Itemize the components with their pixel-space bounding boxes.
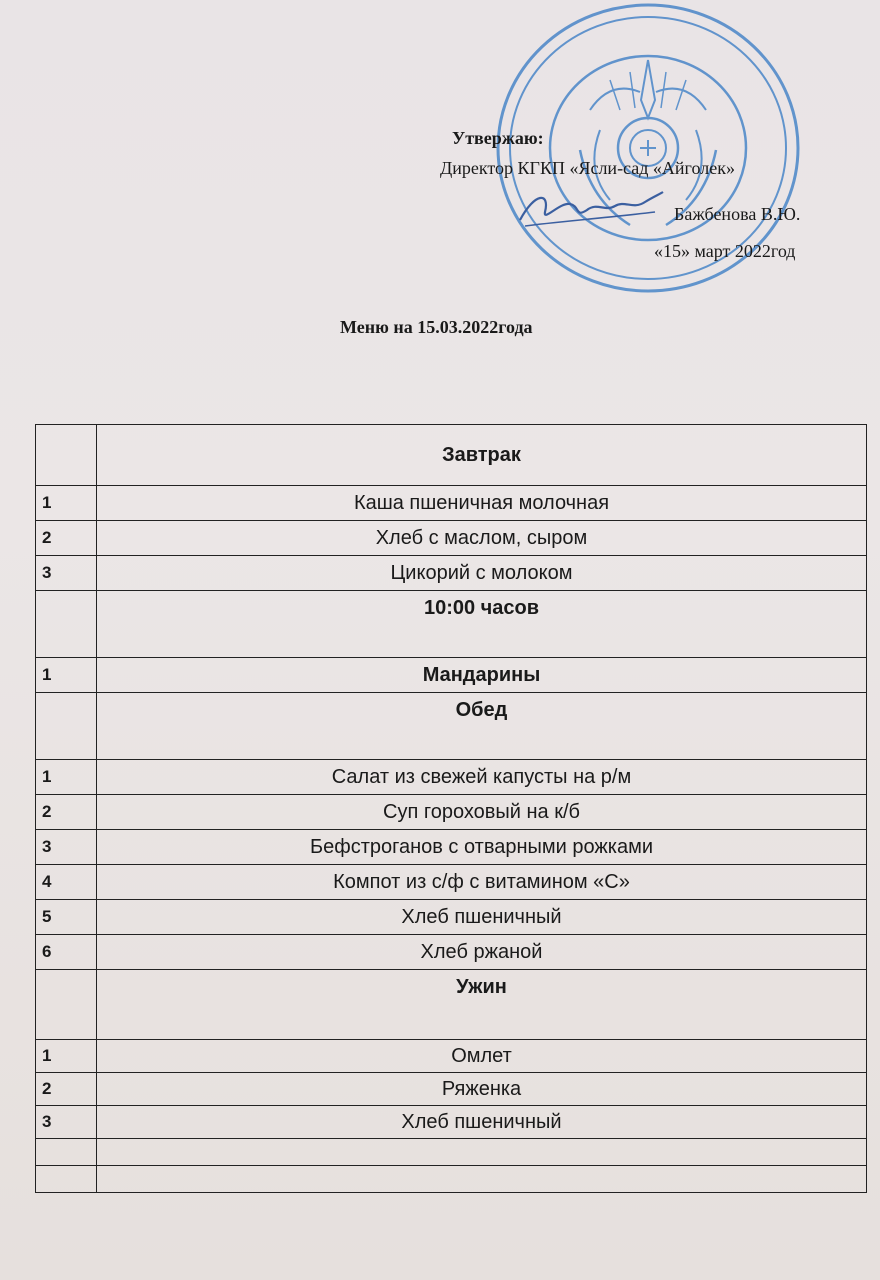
- dish-name: Хлеб пшеничный: [97, 1106, 867, 1139]
- section-title-dinner: Ужин: [97, 970, 867, 1040]
- table-row: [36, 1106, 867, 1139]
- row-number: 1: [36, 760, 97, 795]
- row-number: [36, 425, 97, 486]
- empty-row: [36, 1166, 867, 1193]
- section-row: [36, 591, 867, 658]
- row-number: 1: [36, 1040, 97, 1073]
- row-number: 3: [36, 830, 97, 865]
- row-number: 2: [36, 795, 97, 830]
- table-row: [36, 521, 867, 556]
- dish-name: Омлет: [97, 1040, 867, 1073]
- section-title-snack: 10:00 часов: [97, 591, 867, 658]
- approval-label: Утвержаю:: [452, 128, 544, 148]
- approval-position: Директор КГКП «Ясли-сад «Айголек»: [440, 158, 735, 178]
- table-row: [36, 486, 867, 521]
- row-number: 3: [36, 556, 97, 591]
- row-number: [36, 693, 97, 760]
- table-row: [36, 935, 867, 970]
- table-row: [36, 830, 867, 865]
- row-number: [36, 970, 97, 1040]
- approval-date: «15» март 2022год: [654, 241, 796, 261]
- row-number: 1: [36, 658, 97, 693]
- empty-row: [36, 1139, 867, 1166]
- menu-table: [35, 424, 867, 1193]
- table-row: [36, 760, 867, 795]
- table-row: [36, 865, 867, 900]
- row-number: 6: [36, 935, 97, 970]
- dish-name: [97, 1139, 867, 1166]
- dish-name: Цикорий с молоком: [97, 556, 867, 591]
- dish-name: Салат из свежей капусты на р/м: [97, 760, 867, 795]
- dish-name: Компот из с/ф с витамином «С»: [97, 865, 867, 900]
- section-row: [36, 970, 867, 1040]
- table-row: [36, 658, 867, 693]
- row-number: [36, 1166, 97, 1193]
- director-signature: [515, 182, 665, 232]
- table-row: [36, 556, 867, 591]
- dish-name: Ряженка: [97, 1073, 867, 1106]
- dish-name: Хлеб пшеничный: [97, 900, 867, 935]
- dish-name: Каша пшеничная молочная: [97, 486, 867, 521]
- row-number: 4: [36, 865, 97, 900]
- row-number: 3: [36, 1106, 97, 1139]
- table-row: [36, 1040, 867, 1073]
- row-number: 1: [36, 486, 97, 521]
- dish-name: Бефстроганов с отварными рожками: [97, 830, 867, 865]
- dish-name: [97, 1166, 867, 1193]
- row-number: [36, 591, 97, 658]
- dish-name: Хлеб с маслом, сыром: [97, 521, 867, 556]
- dish-name: Суп гороховый на к/б: [97, 795, 867, 830]
- dish-name: Мандарины: [97, 658, 867, 693]
- table-row: [36, 795, 867, 830]
- approval-name: Бажбенова В.Ю.: [674, 204, 801, 224]
- row-number: 5: [36, 900, 97, 935]
- row-number: [36, 1139, 97, 1166]
- section-title-lunch: Обед: [97, 693, 867, 760]
- row-number: 2: [36, 521, 97, 556]
- table-row: [36, 900, 867, 935]
- dish-name: Хлеб ржаной: [97, 935, 867, 970]
- row-number: 2: [36, 1073, 97, 1106]
- section-row: [36, 425, 867, 486]
- section-title-breakfast: Завтрак: [97, 425, 867, 486]
- section-row: [36, 693, 867, 760]
- menu-title: Меню на 15.03.2022года: [340, 317, 533, 337]
- table-row: [36, 1073, 867, 1106]
